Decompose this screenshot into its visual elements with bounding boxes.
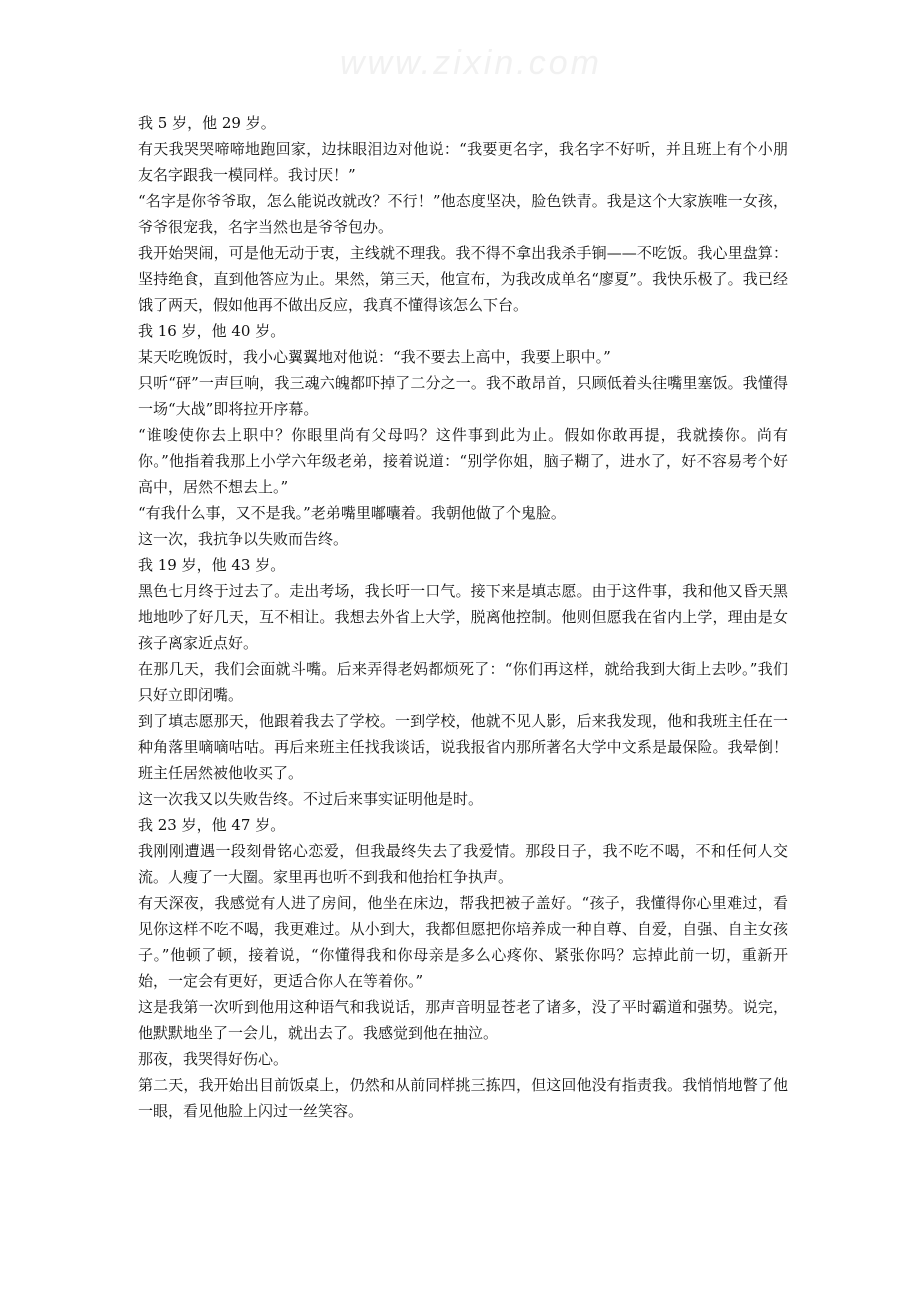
paragraph: 那夜，我哭得好伤心。 — [138, 1050, 289, 1068]
paragraph: “谁唆使你去上职中？你眼里尚有父母吗？这件事到此为止。假如你敢再提，我就揍你。尚有你。”他指着我那上小学六年级老弟，接着说道：“别学你姐，脑子糊了，进水了，好不容易考个好高中，居然不想去上。” — [138, 426, 788, 496]
paragraph: 这是我第一次听到他用这种语气和我说话，那声音明显苍老了诸多，没了平时霸道和强势。说完，他默默地坐了一会儿，就出去了。我感觉到他在抽泣。 — [138, 998, 788, 1042]
paragraph: 某天吃晚饭时，我小心翼翼地对他说：“我不要去上高中，我要上职中。” — [138, 348, 611, 366]
paragraph: 第二天，我开始出目前饭桌上，仍然和从前同样挑三拣四，但这回他没有指责我。我悄悄地瞥了他一眼，看见他脸上闪过一丝笑容。 — [138, 1076, 788, 1120]
watermark: www.zixin.com — [340, 44, 602, 82]
paragraph: 黑色七月终于过去了。走出考场，我长吁一口气。接下来是填志愿。由于这件事，我和他又昏天黑地地吵了好几天，互不相让。我想去外省上大学，脱离他控制。他则但愿我在省内上学，理由是女孩子离家近点好。 — [138, 582, 788, 652]
paragraph: 我开始哭闹，可是他无动于衷，主线就不理我。我不得不拿出我杀手锏——不吃饭。我心里盘算：坚持绝食，直到他答应为止。果然，第三天，他宣布，为我改成单名“廖夏”。我快乐极了。我已经饿了两天，假如他再不做出反应，我真不懂得该怎么下台。 — [138, 244, 788, 314]
paragraph: 只听“砰”一声巨响，我三魂六魄都吓掉了二分之一。我不敢昂首，只顾低着头往嘴里塞饭。我懂得一场“大战”即将拉开序幕。 — [138, 374, 788, 418]
paragraph: 我 5 岁，他 29 岁。 — [138, 114, 276, 132]
paragraph: 到了填志愿那天，他跟着我去了学校。一到学校，他就不见人影，后来我发现，他和我班主任在一种角落里嘀嘀咕咕。再后来班主任找我谈话，说我报省内那所著名大学中文系是最保险。我晕倒！班主任居然被他收买了。 — [138, 712, 788, 782]
paragraph: 这一次我又以失败告终。不过后来事实证明他是时。 — [138, 790, 484, 808]
paragraph: “名字是你爷爷取，怎么能说改就改？不行！”他态度坚决，脸色铁青。我是这个大家族唯一女孩，爷爷很宠我，名字当然也是爷爷包办。 — [138, 192, 788, 236]
paragraph: 在那几天，我们会面就斗嘴。后来弄得老妈都烦死了：“你们再这样，就给我到大街上去吵。”我们只好立即闭嘴。 — [138, 660, 788, 704]
paragraph: 我 16 岁，他 40 岁。 — [138, 322, 286, 340]
paragraph: 这一次，我抗争以失败而告终。 — [138, 530, 349, 548]
document-body — [138, 110, 788, 1124]
paragraph: 有天深夜，我感觉有人进了房间，他坐在床边，帮我把被子盖好。“孩子，我懂得你心里难过，看见你这样不吃不喝，我更难过。从小到大，我都但愿把你培养成一种自尊、自爱，自强、自主女孩子。”他顿了顿，接着说，“你懂得我和你母亲是多么心疼你、紧张你吗？忘掉此前一切，重新开始，一定会有更好，更适合你人在等着你。” — [138, 894, 788, 990]
paragraph: “有我什么事，又不是我。”老弟嘴里嘟囔着。我朝他做了个鬼脸。 — [138, 504, 566, 522]
paragraph: 我 23 岁，他 47 岁。 — [138, 816, 286, 834]
paragraph: 我刚刚遭遇一段刻骨铭心恋爱，但我最终失去了我爱情。那段日子，我不吃不喝，不和任何人交流。人瘦了一大圈。家里再也听不到我和他抬杠争执声。 — [138, 842, 788, 886]
paragraph: 有天我哭哭啼啼地跑回家，边抹眼泪边对他说：“我要更名字，我名字不好听，并且班上有个小朋友名字跟我一模同样。我讨厌！” — [138, 140, 788, 184]
paragraph: 我 19 岁，他 43 岁。 — [138, 556, 286, 574]
